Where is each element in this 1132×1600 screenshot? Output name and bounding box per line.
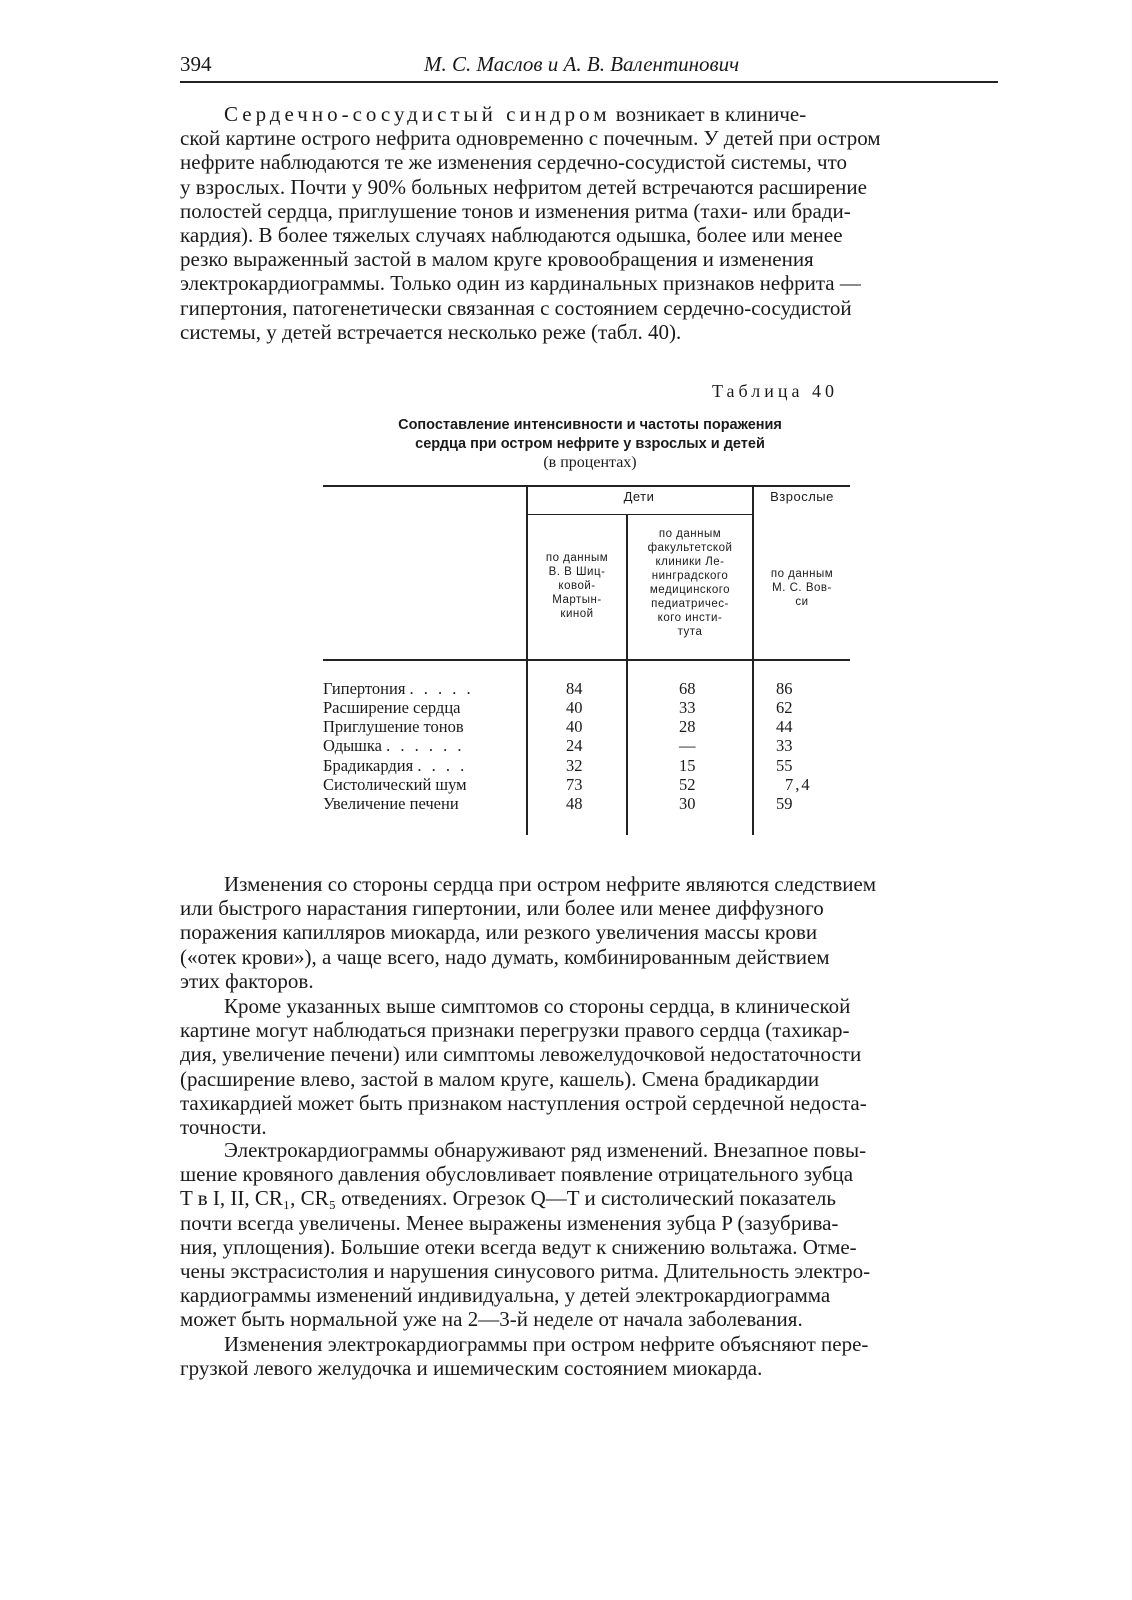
intro-line: полостей сердца, приглушение тонов и изменения ритма (тахи- или бради- bbox=[180, 198, 851, 223]
row-label: Систолический шум bbox=[323, 775, 467, 794]
running-head bbox=[180, 50, 1000, 84]
paragraph-3: Электрокардиограммы обнаруживают ряд изменений. Внезапное повы- шение кровяного давления обусловливает появление отрицательного зубца T в I, II, CR₁, CR₅ отведениях. Огрезок Q—T и систолический показатель почти всегда увеличены. Менее выражены изменения зубца P (зазубрива- ния, уплощения). Большие отеки всегда ведут к снижению вольтажа. Отме- чены экстрасистолия и нарушения синусового ритма. Длительность электро- кардиограммы изменений индивидуальна, у детей электрокардиограмма может быть нормальной уже на 2—3-й неделе от начала заболевания. bbox=[180, 1138, 871, 1332]
row-label: Расширение сердца bbox=[323, 698, 461, 717]
cell-col3: 7,4 bbox=[785, 775, 812, 794]
intro-line: электрокардиограммы. Только один из кардинальных признаков нефрита — bbox=[180, 271, 861, 296]
cell-col3: 33 bbox=[776, 736, 793, 755]
intro-line: системы, у детей встречается несколько реже (табл. 40). bbox=[180, 319, 682, 344]
row-label: Гипертония . . . . . bbox=[323, 679, 474, 698]
column-header-2: по данным факультетской клиники Ле- нинградского медицинского педиатричес- кого инсти- тута bbox=[647, 528, 733, 638]
cell-col1: 84 bbox=[566, 679, 583, 698]
column-header-1: по данным В. В Шиц- ковой- Мартын- киной bbox=[545, 552, 609, 620]
table-top-rule bbox=[323, 485, 850, 487]
intro-line: кардия). В более тяжелых случаях наблюдаются одышка, более или менее bbox=[180, 223, 843, 248]
row-label: Брадикардия . . . . bbox=[323, 756, 468, 775]
cell-col2: 33 bbox=[679, 698, 696, 717]
children-group-rule bbox=[526, 514, 752, 515]
intro-line-1: Сердечно-сосудистый синдром возникает в клиниче- bbox=[224, 102, 807, 126]
paragraph-2: Кроме указанных выше симптомов со стороны сердца, в клинической картине могут наблюдаться признаки перегрузки правого сердца (тахикар- дия, увеличение печени) или симптомы левожелудочковой недостаточности (расширение влево, застой в малом круге, кашель). Смена брадикардии тахикардией может быть признаком наступления острой сердечной недоста- точности. bbox=[180, 994, 867, 1140]
intro-line: нефрите наблюдаются те же изменения сердечно-сосудистой системы, что bbox=[180, 150, 847, 175]
cell-col2: 15 bbox=[679, 756, 696, 775]
intro-line: ской картине острого нефрита одновременно с почечным. У детей при остром bbox=[180, 126, 881, 151]
header-rule bbox=[180, 81, 998, 83]
table-header-rule bbox=[323, 659, 850, 661]
table-subtitle: (в процентах) bbox=[543, 454, 637, 471]
cell-col3: 86 bbox=[776, 679, 793, 698]
data-table bbox=[323, 485, 850, 845]
cell-col1: 40 bbox=[566, 698, 583, 717]
cell-col2: 30 bbox=[679, 794, 696, 813]
page-number: 394 bbox=[180, 52, 212, 76]
cell-col1: 32 bbox=[566, 756, 583, 775]
cell-col2: 68 bbox=[679, 679, 696, 698]
group-header-children: Дети bbox=[623, 489, 655, 504]
intro-paragraph bbox=[180, 102, 996, 344]
cell-col1: 73 bbox=[566, 775, 583, 794]
table-title: Сопоставление интенсивности и частоты поражения сердца при остром нефрите у взрослых и детей bbox=[398, 417, 782, 452]
paragraph-4: Изменения электрокардиограммы при остром нефрите объясняют пере- грузкой левого желудочка и ишемическим состоянием миокарда. bbox=[180, 1332, 869, 1381]
cell-col3: 62 bbox=[776, 698, 793, 717]
cell-col2: 52 bbox=[679, 775, 696, 794]
cell-col1: 48 bbox=[566, 794, 583, 813]
row-label: Приглушение тонов bbox=[323, 717, 464, 736]
intro-line: резко выраженный застой в малом круге кровообращения и изменения bbox=[180, 247, 814, 272]
table-label: Таблица 40 bbox=[712, 381, 838, 401]
paragraph-1: Изменения со стороны сердца при остром нефрите являются следствием или быстрого нарастания гипертонии, или более или менее диффузного поражения капилляров миокарда, или резкого увеличения массы крови («отек крови»), а чаще всего, надо думать, комбинированным действием этих факторов. bbox=[180, 872, 877, 993]
cell-col3: 44 bbox=[776, 717, 793, 736]
cell-col3: 55 bbox=[776, 756, 793, 775]
intro-line: гипертония, патогенетически связанная с состоянием сердечно-сосудистой bbox=[180, 295, 852, 320]
running-title: М. С. Маслов и А. В. Валентинович bbox=[424, 52, 740, 76]
table-vrule-3 bbox=[752, 485, 754, 835]
row-label: Одышка . . . . . . bbox=[323, 736, 465, 755]
cell-col2: 28 bbox=[679, 717, 696, 736]
intro-line: у взрослых. Почти у 90% больных нефритом детей встречаются расширение bbox=[180, 174, 867, 199]
cell-col3: 59 bbox=[776, 794, 793, 813]
group-header-adults: Взрослые bbox=[770, 489, 834, 504]
cell-col2: — bbox=[679, 736, 696, 755]
section-term: Сердечно-сосудистый синдром bbox=[224, 102, 611, 126]
cell-col1: 24 bbox=[566, 736, 583, 755]
row-label: Увеличение печени bbox=[323, 794, 459, 813]
column-header-3: по данным М. С. Вов- си bbox=[770, 568, 834, 608]
cell-col1: 40 bbox=[566, 717, 583, 736]
